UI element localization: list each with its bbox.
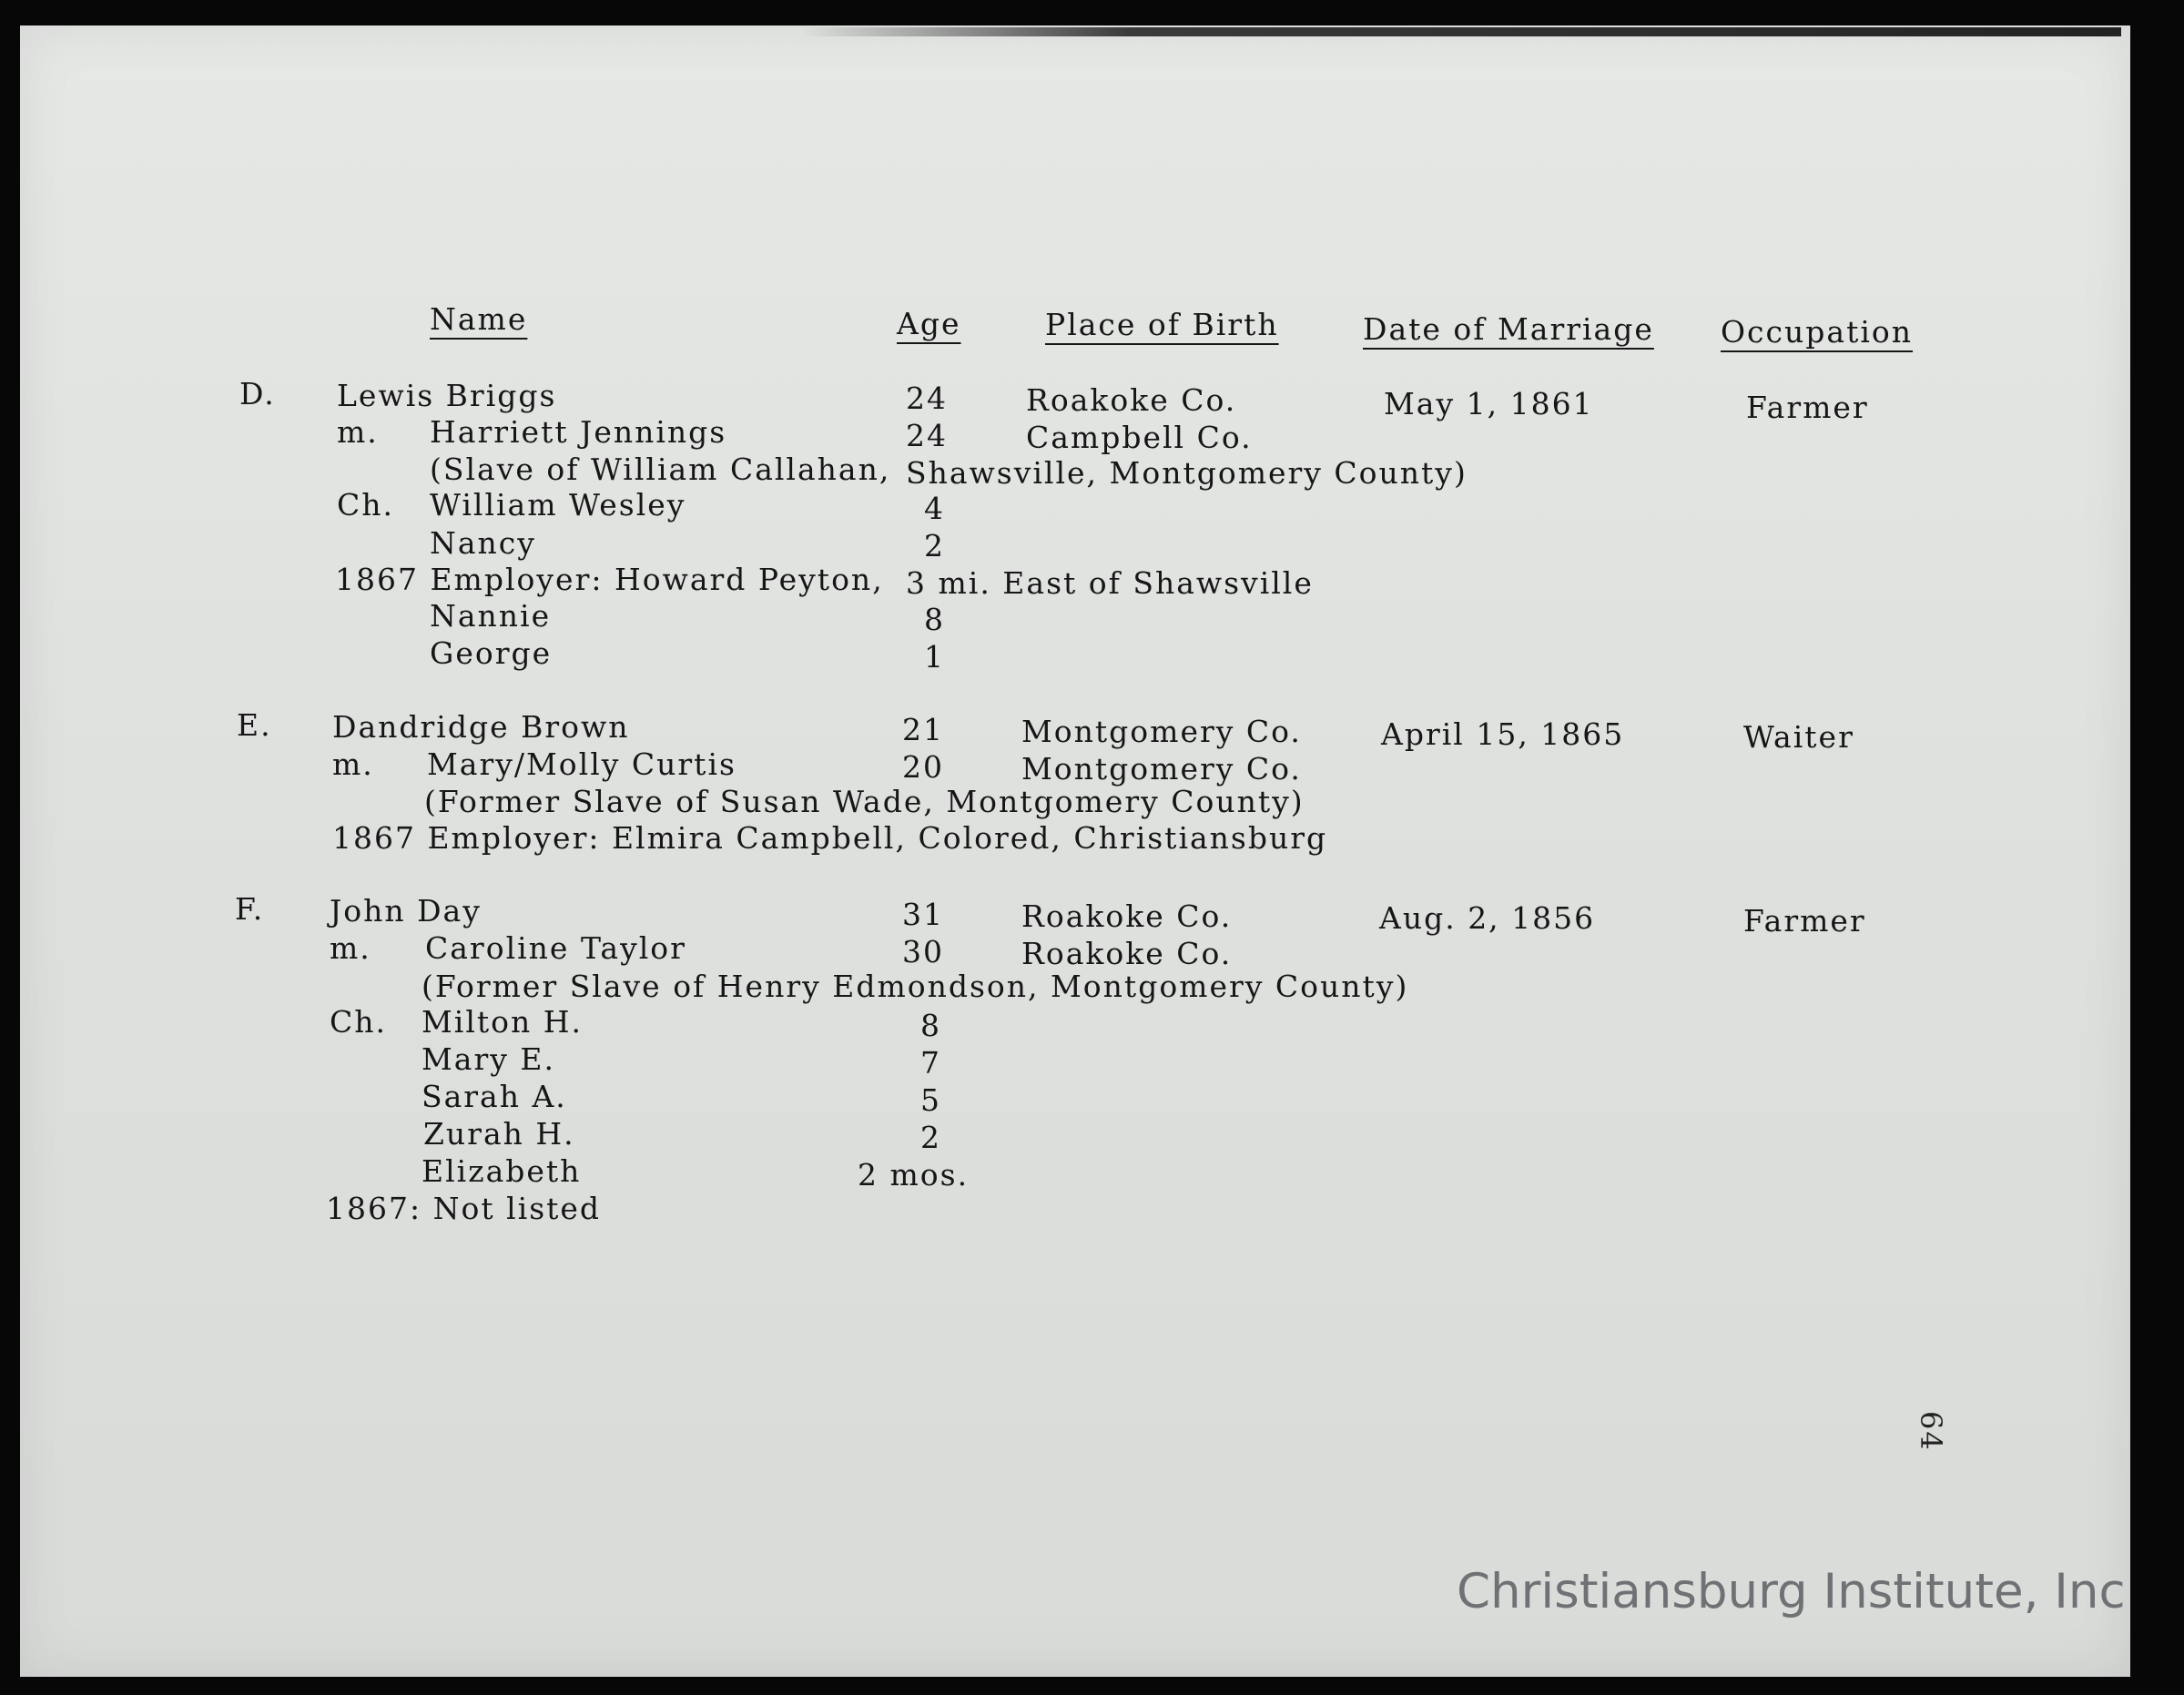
record-e-head-birth: Montgomery Co. <box>1021 714 1302 749</box>
record-d-head-birth: Roakoke Co. <box>1026 382 1237 418</box>
record-d-letter: D. <box>239 376 276 411</box>
list-item: George <box>430 635 553 671</box>
record-f-occupation: Farmer <box>1743 903 1866 939</box>
record-d-spouse-birth: Campbell Co. <box>1026 420 1253 455</box>
page-edge-shadow <box>801 27 2121 36</box>
record-d-children-prefix: Ch. <box>337 487 394 523</box>
header-place-of-birth: Place of Birth <box>1045 307 1279 342</box>
list-item: 2 <box>920 1120 941 1155</box>
record-f-children-prefix: Ch. <box>330 1004 387 1040</box>
watermark-text: Christiansburg Institute, Inc <box>1457 1564 2126 1619</box>
record-f-marriage-date: Aug. 2, 1856 <box>1379 900 1596 936</box>
record-d-employer-part2: 3 mi. East of Shawsville <box>906 565 1314 601</box>
header-name: Name <box>430 301 528 337</box>
record-f-head-age: 31 <box>902 897 944 932</box>
record-d-spouse-prefix: m. <box>337 414 379 450</box>
list-item: Milton H. <box>422 1004 584 1040</box>
list-item: 4 <box>924 491 945 526</box>
list-item: 1 <box>924 639 945 675</box>
header-date-of-marriage: Date of Marriage <box>1363 311 1654 347</box>
record-d-employer-part1: 1867 Employer: Howard Peyton, <box>335 562 884 597</box>
record-e-occupation: Waiter <box>1743 719 1854 755</box>
record-f-1867-status: 1867: Not listed <box>326 1191 602 1226</box>
list-item: Mary E. <box>422 1041 555 1077</box>
record-d-occupation: Farmer <box>1746 390 1869 425</box>
record-d-marriage-date: May 1, 1861 <box>1384 386 1594 421</box>
record-e-employer: 1867 Employer: Elmira Campbell, Colored, Christiansburg <box>332 820 1328 856</box>
record-e-head-age: 21 <box>902 712 944 747</box>
list-item: Sarah A. <box>422 1079 567 1114</box>
record-d-note-part1: (Slave of William Callahan, <box>430 452 891 487</box>
record-e-spouse-prefix: m. <box>332 746 374 782</box>
record-d-spouse-name: Harriett Jennings <box>430 414 727 450</box>
record-f-spouse-age: 30 <box>902 934 944 969</box>
record-f-head-birth: Roakoke Co. <box>1021 898 1233 934</box>
list-item: Nancy <box>430 525 536 561</box>
record-e-letter: E. <box>237 707 272 743</box>
list-item: 2 mos. <box>858 1157 970 1193</box>
page-number: 64 <box>1914 1411 1948 1452</box>
record-e-spouse-age: 20 <box>902 749 944 785</box>
record-f-spouse-birth: Roakoke Co. <box>1021 936 1233 971</box>
list-item: 7 <box>920 1045 941 1081</box>
record-e-note: (Former Slave of Susan Wade, Montgomery County) <box>424 784 1305 819</box>
record-f-note: (Former Slave of Henry Edmondson, Montgomery County) <box>422 969 1409 1004</box>
record-d-head-name: Lewis Briggs <box>337 378 557 413</box>
record-f-spouse-prefix: m. <box>330 930 371 966</box>
list-item: 2 <box>924 528 945 563</box>
record-d-note-part2: Shawsville, Montgomery County) <box>906 455 1468 491</box>
record-e-marriage-date: April 15, 1865 <box>1381 716 1625 752</box>
list-item: Zurah H. <box>423 1116 575 1152</box>
record-e-spouse-birth: Montgomery Co. <box>1021 751 1302 787</box>
list-item: 8 <box>920 1008 941 1043</box>
list-item: 8 <box>924 602 945 637</box>
record-f-spouse-name: Caroline Taylor <box>425 930 686 966</box>
list-item: William Wesley <box>430 487 686 523</box>
list-item: 5 <box>920 1082 941 1118</box>
record-f-letter: F. <box>235 891 265 927</box>
header-occupation: Occupation <box>1721 314 1914 350</box>
record-e-spouse-name: Mary/Molly Curtis <box>427 746 736 782</box>
record-d-head-age: 24 <box>906 381 948 416</box>
list-item: Elizabeth <box>422 1153 582 1189</box>
header-age: Age <box>897 306 961 341</box>
list-item: Nannie <box>430 598 552 634</box>
record-e-head-name: Dandridge Brown <box>332 709 630 745</box>
record-d-spouse-age: 24 <box>906 418 948 453</box>
record-f-head-name: John Day <box>330 893 482 929</box>
